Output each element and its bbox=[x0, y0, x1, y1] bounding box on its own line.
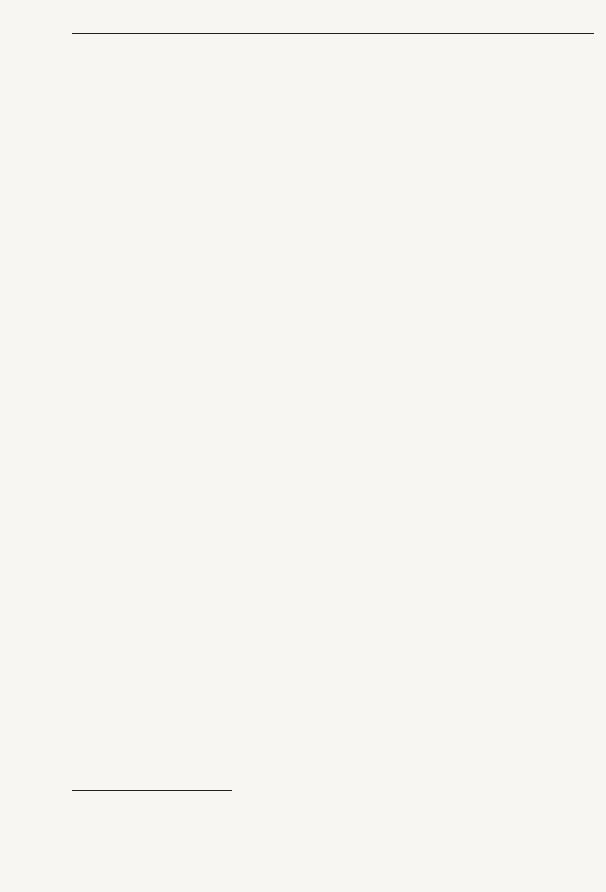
footnote-rule bbox=[72, 790, 232, 791]
header-rule bbox=[72, 33, 594, 34]
